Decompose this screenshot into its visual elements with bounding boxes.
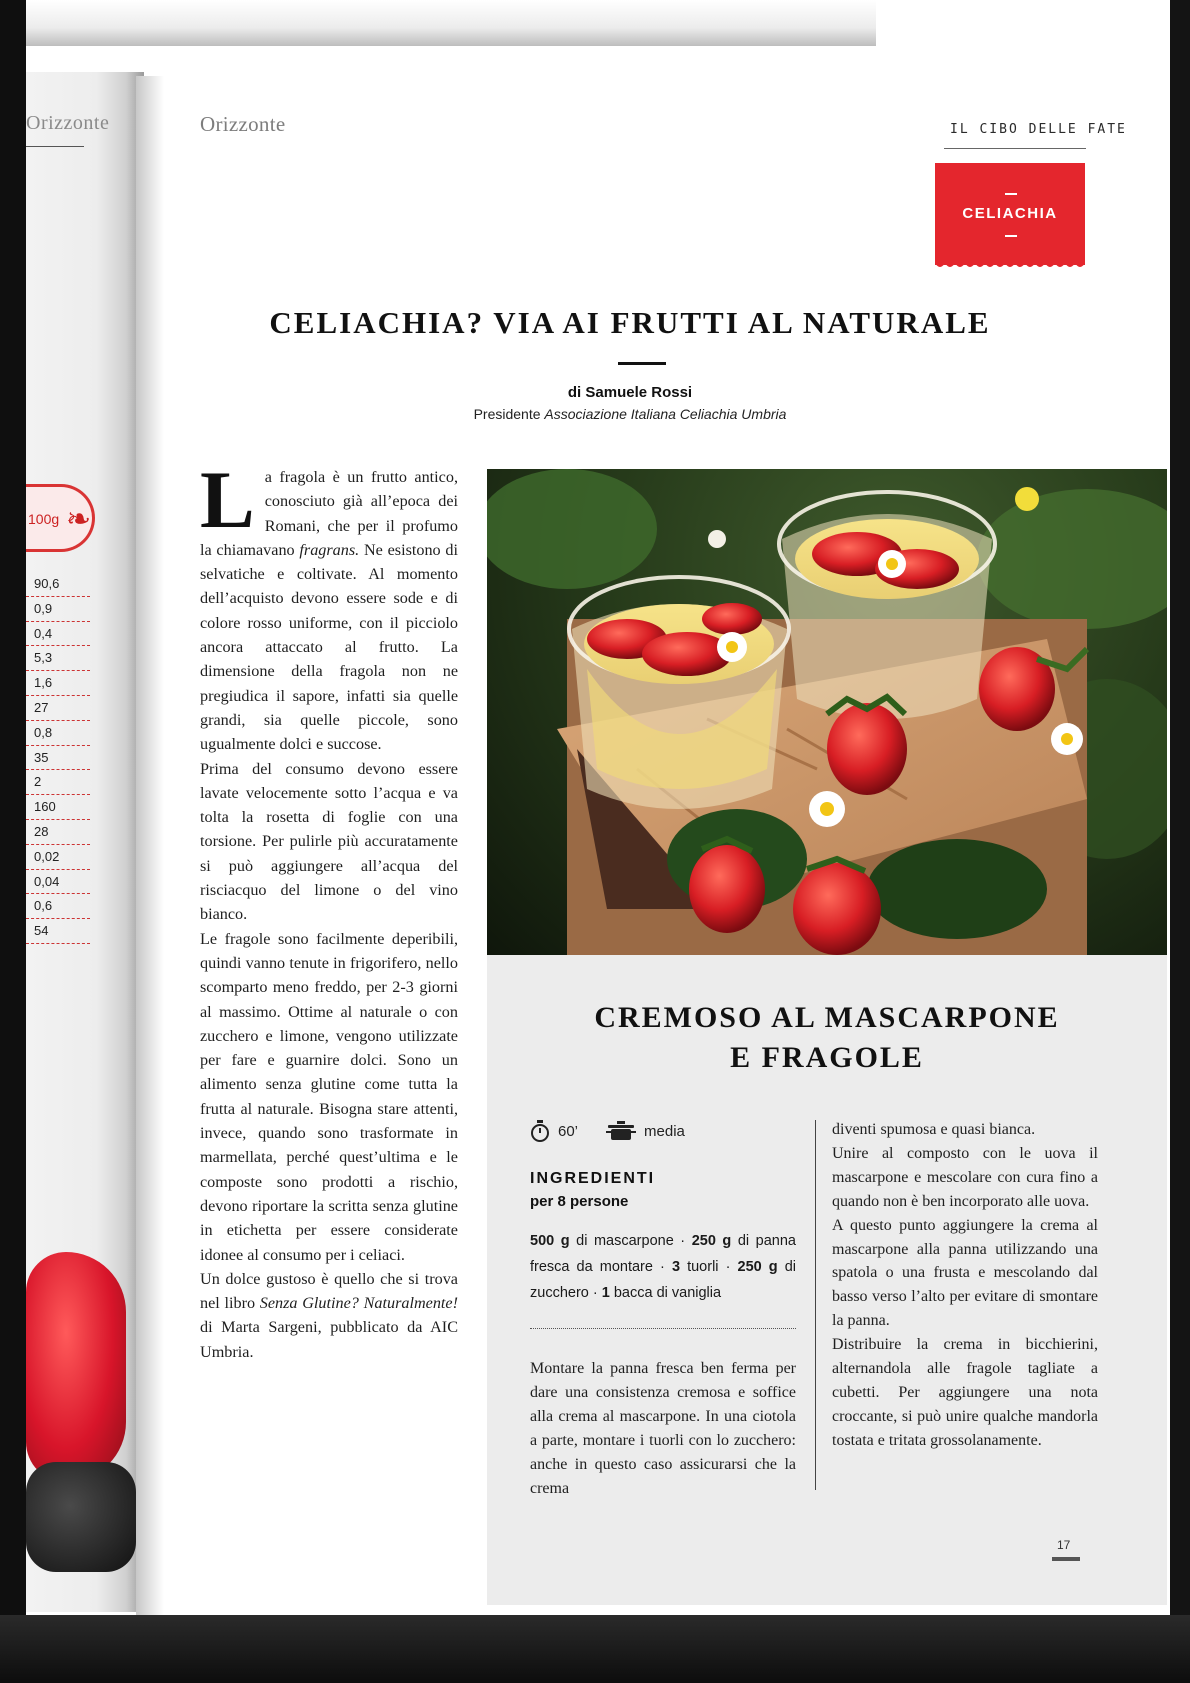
servings: per 8 persone [530,1193,629,1210]
latin-term: fragrans. [299,540,360,559]
strawberry-photo-edge [26,1252,126,1482]
nutrition-badge-text: 100g [28,511,60,527]
article-paragraph-3: Le fragole sono facilmente deperibili, quindi vanno tenute in frigorifero, nello scomparto meno freddo, per 2-3 giorni al massimo. Ottime al naturale o con zucchero e limone, vengono utilizzate per fare e guarnire dolci. Sono un alimento senza glutine come tutta la frutta al naturale. Bisogna stare attenti, invece, quando sono trasformate in marmellata, perché quest’ultima e le composte sono prodotti a rischio, devono riportare la scritta senza glutine in etichetta per essere considerate idonee al consumo per i celiaci. [200,929,458,1264]
drop-cap: L [200,454,255,545]
ingredient-item: di panna fresca da montare [530,1233,796,1275]
recipe-method-col-2 [832,1118,1098,1453]
nutrition-value: 27 [26,696,90,721]
paragraph-text: Ne esistono di selvatiche e coltivate. Al momento dell’acquisto devono essere sode e di colore rosso uniforme, con il picciolo ancora attaccato al frutto. La dimensione della fragola non ne pregiudica il sapore, infatti sia quelle grandi, sia quelle piccole, sono ugualmente dolci e succose. [200,540,458,754]
ingredient-qty: 1 [601,1285,610,1301]
previous-page-strip [26,72,144,1612]
prep-time: 60’ [558,1122,579,1140]
author-role: Presidente [473,406,541,422]
paragraph-text: di Marta Sargeni, pubblicato da AIC Umbria. [200,1318,458,1361]
method-paragraph: diventi spumosa e quasi bianca. [832,1121,1036,1138]
title-rule [618,362,666,365]
article-title: CELIACHIA? VIA AI FRUTTI AL NATURALE [269,305,991,340]
article-paragraph-4 [200,1267,458,1364]
tag-wave-edge [935,259,1085,271]
section-rule [944,148,1086,149]
binding-shadow [136,76,164,1616]
tag-dash-bottom [1005,235,1017,237]
article-paragraph-2: Prima del consumo devono essere lavate velocemente sotto l’acqua e va tolta la rosetta di foglie con una torsione. Per pulirle più accuratamente si può aggiungere all’acqua del risciacquo del limone o del vino bianco. [200,759,458,924]
previous-page-header-rule [26,146,84,147]
pot-icon [606,1121,636,1141]
ingredient-item: tuorli [687,1259,719,1275]
nutrition-value: 0,8 [26,721,90,746]
dessert-photo [487,469,1167,955]
recipe-title-line-2: E FRAGOLE [730,1041,924,1074]
method-paragraph: Unire al composto con le uova il mascarpone e mescolare con cura fino a quando non è ben incorporato alle uova. [832,1144,1098,1210]
recipe-meta [530,1120,685,1142]
nutrition-value: 0,6 [26,894,90,919]
ingredient-qty: 250 g [691,1233,732,1249]
ingredients-list: 500 g di mascarpone · 250 g di panna fresca da montare · 3 tuorli · 250 g di zucchero · 1 bacca di vaniglia [530,1233,797,1301]
ingredient-qty: 250 g [737,1259,778,1275]
article-byline: di Samuele Rossi [567,384,693,401]
ingredient-qty: 500 g [530,1233,570,1249]
nutrition-value: 2 [26,770,90,795]
page-number-mark [1052,1557,1080,1561]
previous-page-header: Orizzonte [26,112,110,134]
ribbon-icon: ❧ [66,503,92,536]
section-name: IL CIBO DELLE FATE [950,122,1127,137]
difficulty: media [644,1122,685,1140]
recipe-method-col-1: Montare la panna fresca ben ferma per dare una consistenza cremosa e soffice alla crema al mascarpone. In una ciotola a parte, montare i tuorli con lo zucchero: anche in questo caso assicurarsi che la crema [530,1360,796,1497]
ingredient-item: di zucchero [530,1259,797,1301]
book-title: Senza Glutine? Naturalmente! [259,1294,458,1313]
method-paragraph: Distribuire la crema in bicchierini, alternandola alle fragole tagliate a cubetti. Per aggiungere una nota croccante, si può unire qualche mandorla tostata e tritata grossolanamente. [832,1336,1098,1449]
nutrition-values-list [26,572,90,944]
ingredient-item: di mascarpone [576,1233,674,1249]
nutrition-value: 0,9 [26,597,90,622]
scan-border-bottom [0,1615,1190,1683]
ingredient-item: bacca di vaniglia [613,1285,722,1301]
nutrition-value: 0,4 [26,622,90,647]
category-label: CELIACHIA [962,205,1058,222]
nutrition-value: 90,6 [26,572,90,597]
paragraph-text: a fragola è un frutto antico, conosciuto già all’epoca dei Romani, che per il profumo la chiamavano [200,468,458,559]
paragraph-text: Un dolce gustoso è quello che si trova nel libro [200,1269,458,1313]
nutrition-value: 0,04 [26,870,90,895]
ingredients-heading: INGREDIENTI [530,1170,656,1187]
tag-dash-top [1005,193,1017,195]
stopwatch-icon [530,1120,550,1142]
nutrition-badge [26,484,95,552]
author-organization: Associazione Italiana Celiachia Umbria [544,406,787,422]
category-tag [935,163,1085,265]
author-affiliation [170,406,1090,422]
scan-border-left [0,0,26,1683]
recipe-column-divider [815,1120,816,1490]
article-paragraph-1 [200,454,458,757]
nutrition-value: 0,02 [26,845,90,870]
nutrition-value: 1,6 [26,671,90,696]
ingredients-rule [530,1328,796,1329]
scan-page-edge [26,0,876,46]
ingredient-qty: 3 [671,1259,681,1275]
nutrition-value: 5,3 [26,646,90,671]
nutrition-value: 35 [26,746,90,771]
dark-object-photo-edge [26,1462,136,1572]
nutrition-value: 28 [26,820,90,845]
dessert-photo-illustration [487,469,1167,955]
recipe-title-line-1: CREMOSO AL MASCARPONE [594,1001,1060,1034]
magazine-name: Orizzonte [200,112,286,136]
nutrition-value: 160 [26,795,90,820]
page-number: 17 [1057,1538,1071,1552]
nutrition-value: 54 [26,919,90,944]
recipe-title [487,998,1167,1078]
article-body [200,454,458,1364]
method-paragraph: A questo punto aggiungere la crema al mascarpone alla panna utilizzando una spatola o una frusta e mescolando dal basso verso l’alto per evitare di smontare la panna. [832,1216,1098,1330]
scan-border-right [1170,0,1190,1683]
